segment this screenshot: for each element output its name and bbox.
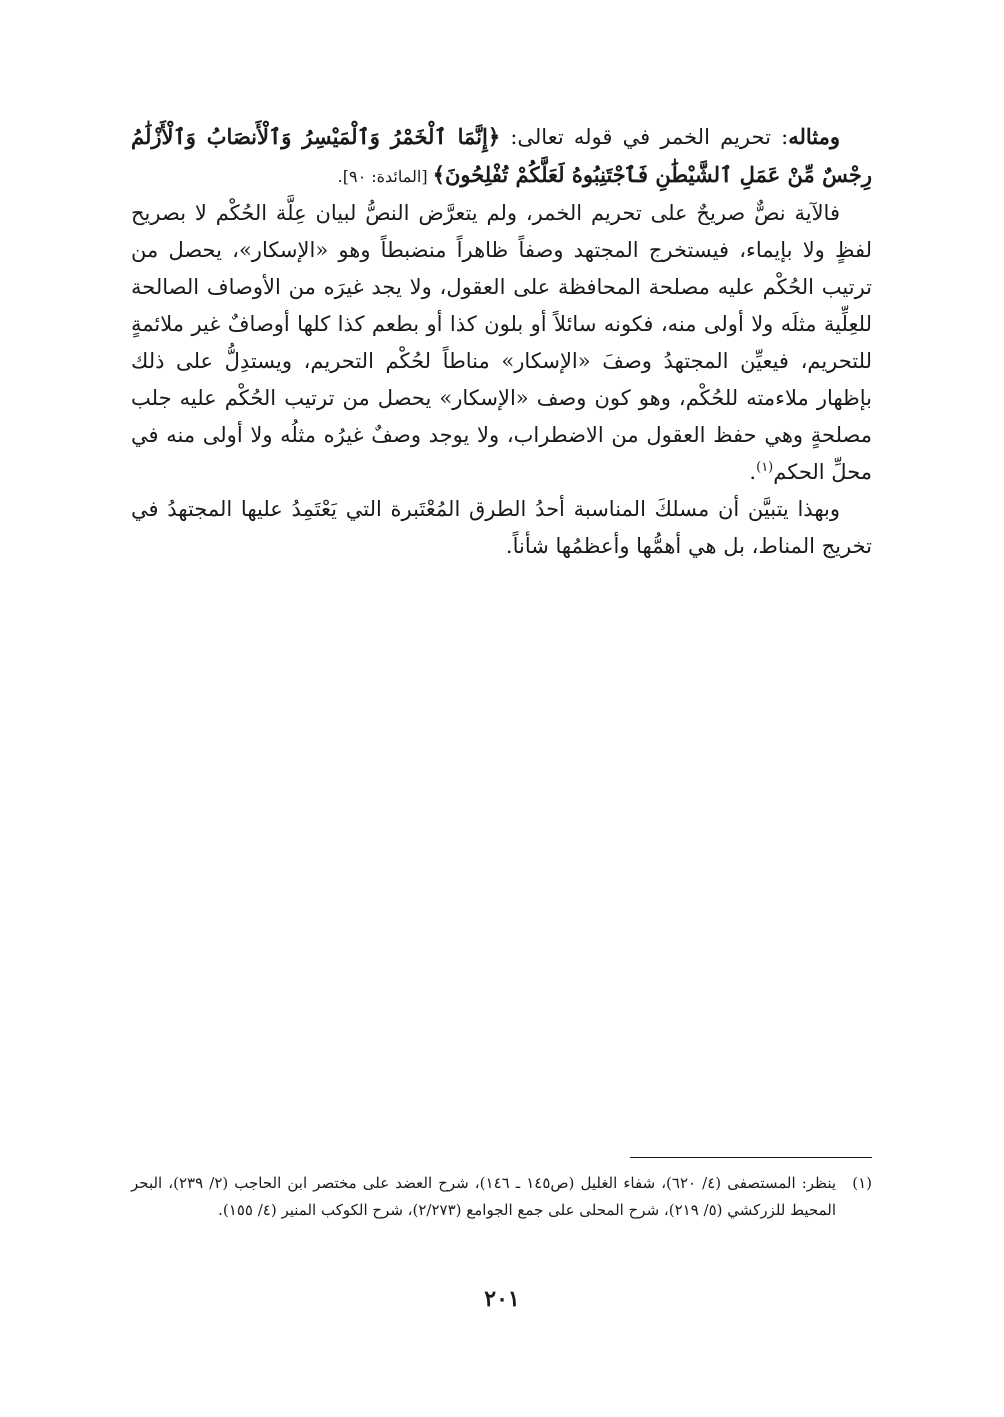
paragraph-conclusion: [131, 491, 872, 565]
explanation-tail: .: [749, 460, 757, 484]
main-text: [131, 118, 872, 565]
footnote-marker[interactable]: (١): [756, 460, 774, 475]
paragraph-example: [131, 118, 872, 195]
quran-verse: إِنَّمَا ٱلْخَمْرُ وَٱلْمَيْسِرُ وَٱلْأَنصَابُ وَٱلْأَزْلَٰمُ رِجْسٌ مِّنْ عَمَلِ ٱلشَّيْطَٰنِ فَٱجْتَنِبُوهُ لَعَلَّكُمْ تُفْلِحُونَ: [131, 124, 872, 187]
page-number: ٢٠١: [484, 1286, 520, 1312]
explanation-text: فالآية نصٌّ صريحٌ على تحريم الخمر، ولم يتعرَّض النصُّ لبيان عِلَّة الحُكْم لا بصريح لفظٍ ولا بإيماء، فيستخرج المجتهد وصفاً ظاهراً منضبطاً وهو «الإسكار»، يحصل من ترتيب الحُكْم عليه مصلحة المحافظة على العقول، ولا يجد غيرَه من الأوصاف الصالحة للعِلِّية مثلَه ولا أولى منه، فكونه سائلاً أو بلون كذا أو بطعم كذا كلها أوصافٌ غير ملائمةٍ للتحريم، فيعيِّن المجتهدُ وصفَ «الإسكار» مناطاً لحُكْم التحريم، ويستدِلُّ على ذلك بإظهار ملاءمته للحُكْم، وهو كون وصف «الإسكار» يحصل من ترتيب الحُكْم عليه جلب مصلحةٍ وهي حفظ العقول من الاضطراب، ولا يوجد وصفٌ غيرُه مثلُه ولا أولى منه في محلِّ الحكم: [131, 201, 872, 484]
quran-open-bracket: ﴿: [487, 124, 501, 149]
conclusion-text: وبهذا يتبيَّن أن مسلكَ المناسبة أحدُ الطرق المُعْتَبرة التي يَعْتَمِدُ عليها المجتهدُ في تخريج المناط، بل هي أهمُّها وأعظمُها شأناً.: [131, 497, 872, 558]
footnote-item: [131, 1170, 872, 1224]
footnotes: [131, 1170, 872, 1224]
quran-close-bracket: ﴾: [432, 162, 445, 187]
footnote-number: (١): [852, 1174, 872, 1192]
verse-reference: [المائدة: ٩٠].: [337, 167, 433, 186]
lead-word: ومثاله: [788, 124, 840, 149]
footnote-text: ينظر: المستصفى (٤/ ٦٢٠)، شفاء الغليل (ص١٤٥ ـ ١٤٦)، شرح العضد على مختصر ابن الحاجب (٢/ ٢٣٩)، البحر المحيط للزركشي (٥/ ٢١٩)، شرح المحلى على جمع الجوامع (٢/٢٧٣)، شرح الكوكب المنير (٤/ ١٥٥).: [131, 1174, 837, 1219]
example-intro: : تحريم الخمر في قوله تعالى:: [500, 125, 789, 149]
paragraph-explanation: [131, 195, 872, 491]
footnote-separator: [630, 1157, 872, 1158]
